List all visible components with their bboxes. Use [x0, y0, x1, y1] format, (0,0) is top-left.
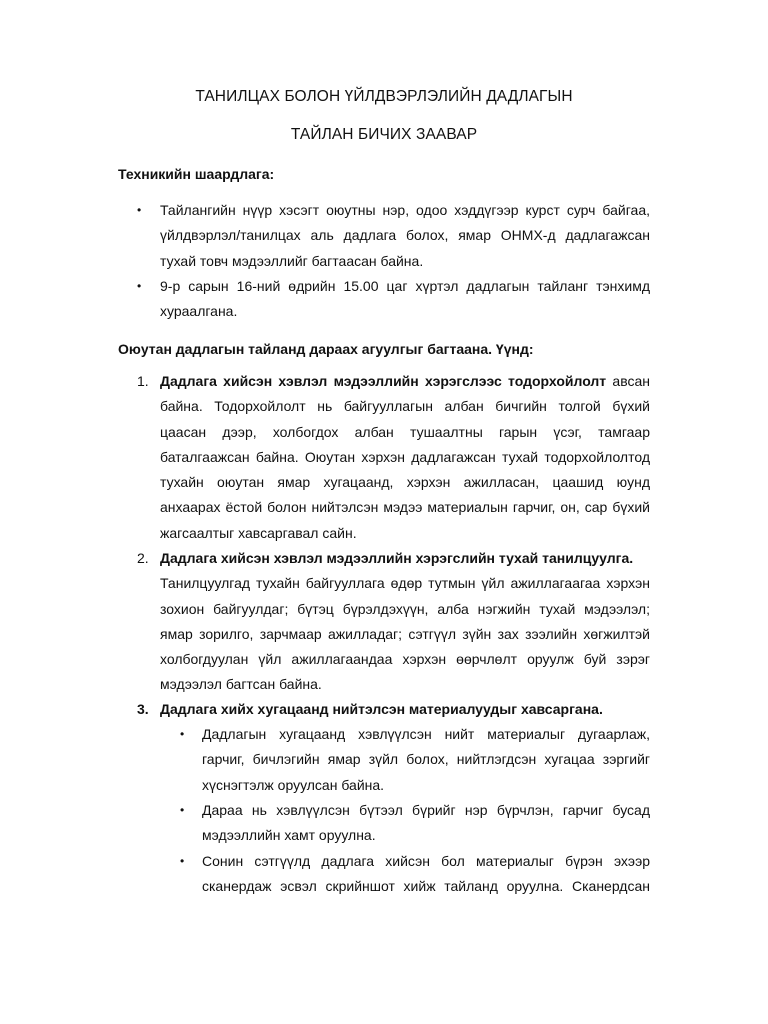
text-line: Тайлангийн нүүр хэсэгт оюутны нэр, одоо хэддүгээр курст сурч байгаа, — [160, 202, 650, 218]
text-line: хураалгана. — [160, 303, 238, 320]
text-segment: авсан — [606, 373, 650, 389]
text-line: анхаарах ёстой болон нийтэлсэн мэдээ материалын гарчиг, он, сар бүхий — [160, 499, 650, 516]
technical-list-item — [137, 198, 650, 274]
report-list-item — [137, 369, 650, 546]
item-title: Дадлага хийсэн хэвлэл мэдээллийн хэрэгслийн тухай танилцуулга. — [160, 550, 634, 566]
bullet-icon: • — [137, 203, 142, 217]
item-title: Дадлага хийх хугацаанд нийтэлсэн материалуудыг хавсаргана. — [160, 701, 603, 717]
text-line: 9-р сарын 16-ний өдрийн 15.00 цаг хүртэл дадлагын тайланг тэнхимд — [160, 278, 650, 294]
sub-list-item — [180, 722, 650, 798]
text-line: тухай товч мэдээллийг багтаасан байна. — [160, 252, 424, 269]
item-title: Дадлага хийсэн хэвлэл мэдээллийн хэрэгслээс тодорхойлолт — [160, 373, 607, 389]
text-line: Танилцуулгад тухайн байгууллага өдөр тутмын үйл ажиллагаагаа хэрхэн — [160, 575, 650, 592]
item-number: 3. — [137, 701, 149, 717]
bullet-icon: • — [180, 727, 185, 741]
report-list-item — [137, 697, 650, 722]
text-line: ямар зорилго, зарчмаар ажилладаг; сэтгүүл зүйн зах зээлийн хөгжилтэй — [160, 625, 650, 642]
text-line: зохион байгуулдаг; бүтэц бүрэлдэхүүн, алба нэгжийн тухай мэдээлэл; — [160, 600, 650, 617]
text-line: холбогдуулан үйл ажиллагаандаа хэрхэн өөрчлөлт оруулж буй зэрэг — [160, 651, 650, 668]
bullet-icon: • — [180, 854, 185, 868]
item-number: 1. — [137, 373, 149, 389]
sub-list-item — [180, 798, 650, 849]
text-line: байна. Тодорхойлолт нь байгууллагын албан бичгийн толгой бүхий — [160, 398, 650, 415]
document-title-line-2: ТАЙЛАН БИЧИХ ЗААВАР — [290, 126, 478, 143]
text-line: цаасан дээр, холбогдох албан тушаалтны гарын үсэг, тамгаар — [160, 423, 650, 440]
technical-list-item — [137, 274, 650, 325]
report-list-item — [137, 546, 650, 698]
text-line: Дараа нь хэвлүүлсэн бүтээл бүрийг нэр бүрчлэн, гарчиг бусад — [202, 802, 650, 818]
text-line: тухайн оюутан ямар хугацаанд, хэрхэн ажилласан, цаашид юунд — [160, 474, 650, 491]
text-line: гарчиг, бичлэгийн ямар зүйл болох, нийтлэгдсэн хугацаа зэргийг — [202, 751, 650, 768]
bullet-icon: • — [180, 803, 185, 817]
report-contents-heading: Оюутан дадлагын тайланд дараах агуулгыг багтаана. Үүнд: — [118, 341, 534, 357]
text-line: баталгаажсан байна. Оюутан хэрхэн дадлагажсан тухай тодорхойлолтод — [160, 448, 650, 465]
text-line: мэдээлэл багтсан байна. — [160, 676, 322, 693]
text-line: Дадлагын хугацаанд хэвлүүлсэн нийт материалыг дугаарлаж, — [202, 726, 650, 742]
sub-list-item — [180, 849, 650, 900]
text-line: үйлдвэрлэл/танилцах аль дадлага болох, ямар ОНМХ-д дадлагажсан — [160, 227, 650, 244]
text-line: хүснэгтэлж оруулсан байна. — [202, 776, 385, 793]
text-line: Сонин сэтгүүлд дадлага хийсэн бол материалыг бүрэн эхээр — [202, 853, 650, 869]
document-title-line-1: ТАНИЛЦАХ БОЛОН ҮЙЛДВЭРЛЭЛИЙН ДАДЛАГЫН — [195, 88, 573, 105]
bullet-icon: • — [137, 279, 142, 293]
technical-requirements-heading: Техникийн шаардлага: — [118, 166, 275, 182]
text-line: сканердаж эсвэл скрийншот хийж тайланд оруулна. Сканердсан — [202, 878, 650, 895]
text-line: мэдээллийн хамт оруулна. — [202, 827, 376, 844]
text-line: жагсаалтыг хавсаргавал сайн. — [160, 524, 357, 541]
item-number: 2. — [137, 550, 149, 566]
